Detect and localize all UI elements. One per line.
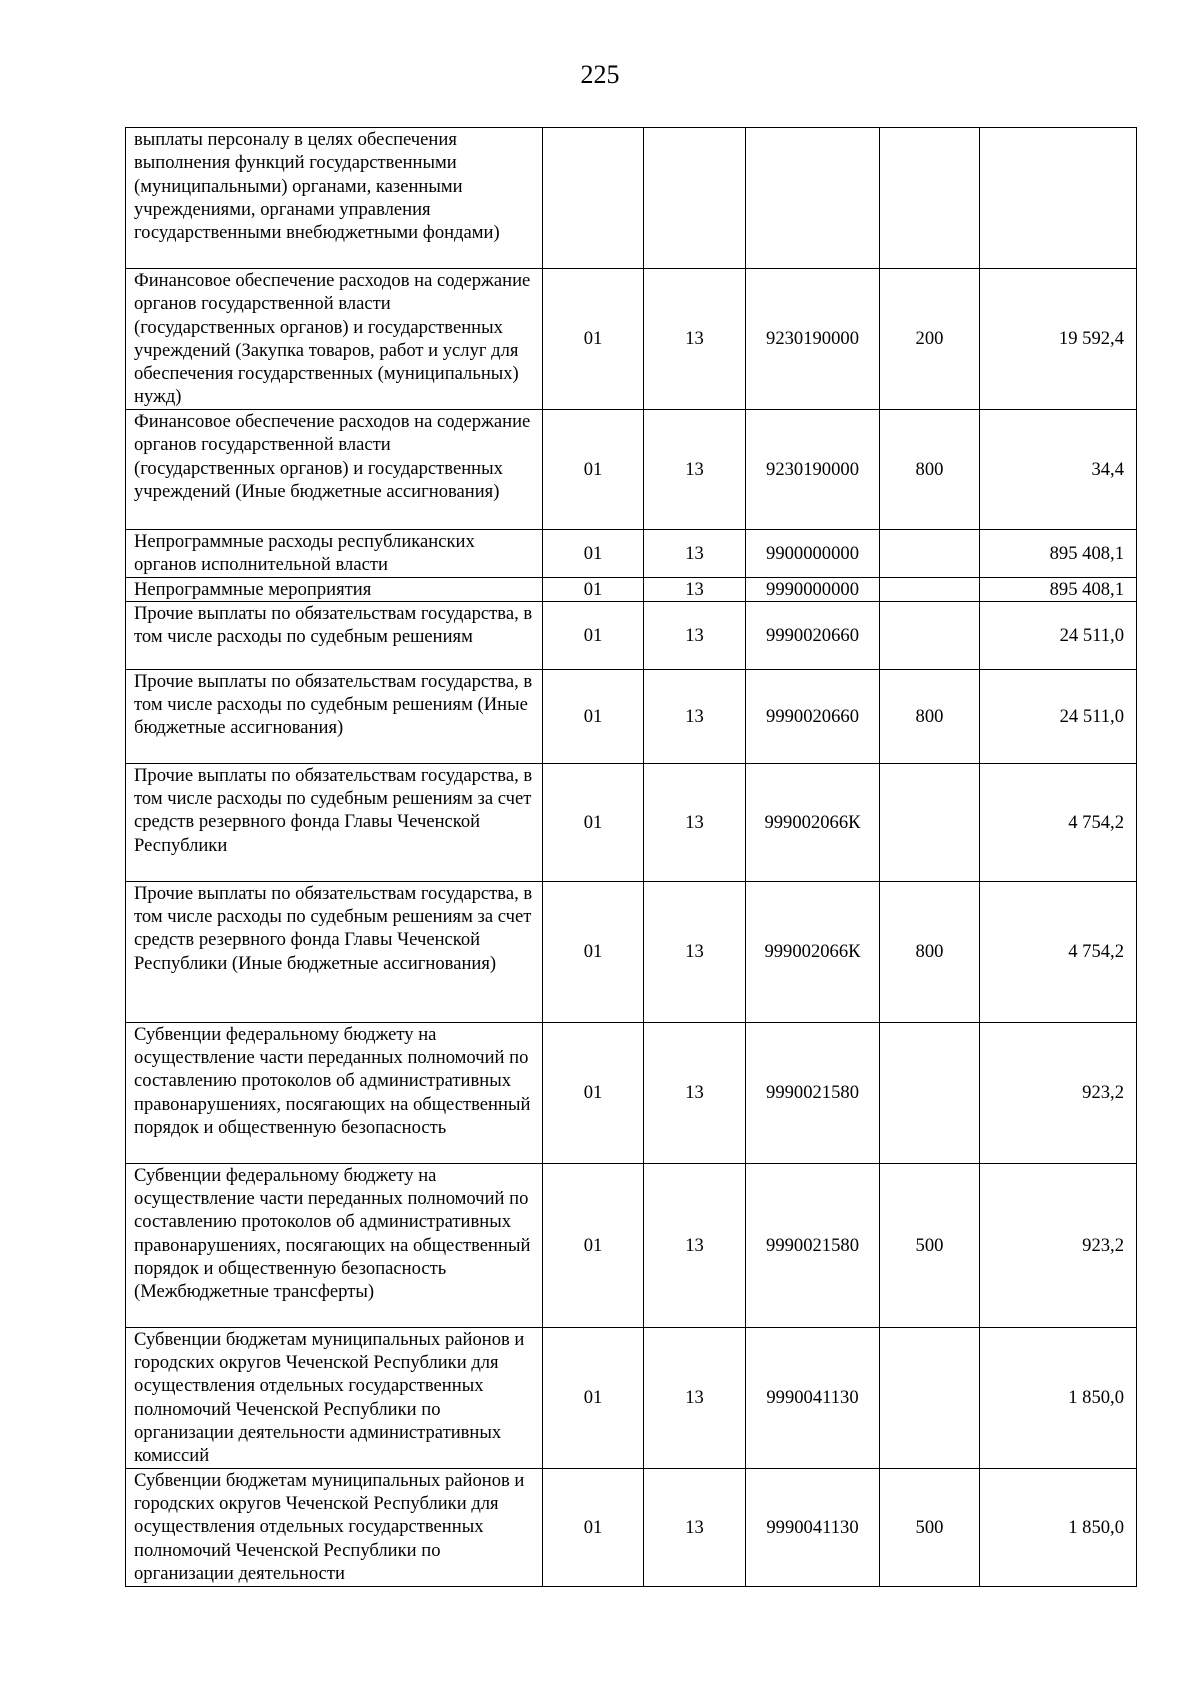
table-row bbox=[126, 1468, 1137, 1586]
target-article-code: 9230190000 bbox=[746, 410, 880, 530]
table-row bbox=[126, 577, 1137, 601]
table-row bbox=[126, 530, 1137, 578]
table-row bbox=[126, 669, 1137, 763]
target-article-code: 9990020660 bbox=[746, 601, 880, 669]
expense-type-code: 500 bbox=[880, 1468, 980, 1586]
target-article-code: 9990021580 bbox=[746, 1163, 880, 1327]
amount: 923,2 bbox=[980, 1022, 1137, 1163]
target-article-code: 999002066К bbox=[746, 763, 880, 881]
table-row bbox=[126, 410, 1137, 530]
row-name: Непрограммные мероприятия bbox=[126, 577, 543, 601]
amount: 19 592,4 bbox=[980, 269, 1137, 410]
expense-type-code bbox=[880, 1022, 980, 1163]
subsection-code: 13 bbox=[644, 1022, 746, 1163]
amount: 4 754,2 bbox=[980, 763, 1137, 881]
row-name: Прочие выплаты по обязательствам государства, в том числе расходы по судебным решениям за счет средств резервного фонда Главы Чеченской Республики bbox=[126, 763, 543, 881]
row-name: Прочие выплаты по обязательствам государства, в том числе расходы по судебным решениям за счет средств резервного фонда Главы Чеченской Республики (Иные бюджетные ассигнования) bbox=[126, 881, 543, 1022]
amount: 24 511,0 bbox=[980, 669, 1137, 763]
expense-type-code: 500 bbox=[880, 1163, 980, 1327]
table-row bbox=[126, 1327, 1137, 1468]
row-name: Финансовое обеспечение расходов на содержание органов государственной власти (государственных органов) и государственных учреждений (Закупка товаров, работ и услуг для обеспечения государственных (муниципальных) нужд) bbox=[126, 269, 543, 410]
expense-type-code: 200 bbox=[880, 269, 980, 410]
section-code: 01 bbox=[543, 1022, 644, 1163]
amount: 895 408,1 bbox=[980, 577, 1137, 601]
section-code: 01 bbox=[543, 669, 644, 763]
section-code: 01 bbox=[543, 881, 644, 1022]
subsection-code: 13 bbox=[644, 410, 746, 530]
subsection-code bbox=[644, 128, 746, 269]
subsection-code: 13 bbox=[644, 601, 746, 669]
expense-type-code bbox=[880, 601, 980, 669]
amount: 1 850,0 bbox=[980, 1327, 1137, 1468]
target-article-code: 9990020660 bbox=[746, 669, 880, 763]
table-row bbox=[126, 763, 1137, 881]
expense-type-code: 800 bbox=[880, 669, 980, 763]
expense-type-code bbox=[880, 1327, 980, 1468]
expense-type-code bbox=[880, 577, 980, 601]
amount: 24 511,0 bbox=[980, 601, 1137, 669]
section-code: 01 bbox=[543, 1327, 644, 1468]
row-name: Прочие выплаты по обязательствам государства, в том числе расходы по судебным решениям bbox=[126, 601, 543, 669]
section-code: 01 bbox=[543, 269, 644, 410]
subsection-code: 13 bbox=[644, 269, 746, 410]
table-row bbox=[126, 269, 1137, 410]
section-code: 01 bbox=[543, 577, 644, 601]
amount: 4 754,2 bbox=[980, 881, 1137, 1022]
budget-table bbox=[125, 127, 1137, 1587]
section-code: 01 bbox=[543, 763, 644, 881]
section-code bbox=[543, 128, 644, 269]
page-number: 225 bbox=[580, 60, 620, 89]
target-article-code: 9990021580 bbox=[746, 1022, 880, 1163]
section-code: 01 bbox=[543, 601, 644, 669]
row-name: Прочие выплаты по обязательствам государства, в том числе расходы по судебным решениям (Иные бюджетные ассигнования) bbox=[126, 669, 543, 763]
subsection-code: 13 bbox=[644, 577, 746, 601]
amount: 923,2 bbox=[980, 1163, 1137, 1327]
subsection-code: 13 bbox=[644, 881, 746, 1022]
expense-type-code bbox=[880, 530, 980, 578]
row-name: Субвенции бюджетам муниципальных районов и городских округов Чеченской Республики для осуществления отдельных государственных полномочий Чеченской Республики по организации деятельности bbox=[126, 1468, 543, 1586]
amount bbox=[980, 128, 1137, 269]
section-code: 01 bbox=[543, 530, 644, 578]
target-article-code: 999002066К bbox=[746, 881, 880, 1022]
subsection-code: 13 bbox=[644, 530, 746, 578]
section-code: 01 bbox=[543, 1163, 644, 1327]
target-article-code: 9230190000 bbox=[746, 269, 880, 410]
subsection-code: 13 bbox=[644, 763, 746, 881]
table-row bbox=[126, 128, 1137, 269]
expense-type-code bbox=[880, 128, 980, 269]
table-row bbox=[126, 1022, 1137, 1163]
table-row bbox=[126, 601, 1137, 669]
table-row bbox=[126, 881, 1137, 1022]
section-code: 01 bbox=[543, 1468, 644, 1586]
target-article-code: 9900000000 bbox=[746, 530, 880, 578]
target-article-code: 9990041130 bbox=[746, 1327, 880, 1468]
subsection-code: 13 bbox=[644, 1163, 746, 1327]
amount: 34,4 bbox=[980, 410, 1137, 530]
amount: 1 850,0 bbox=[980, 1468, 1137, 1586]
table-body bbox=[126, 128, 1137, 1587]
row-name: Субвенции бюджетам муниципальных районов и городских округов Чеченской Республики для осуществления отдельных государственных полномочий Чеченской Республики по организации деятельности административных комиссий bbox=[126, 1327, 543, 1468]
subsection-code: 13 bbox=[644, 1327, 746, 1468]
row-name: Финансовое обеспечение расходов на содержание органов государственной власти (государственных органов) и государственных учреждений (Иные бюджетные ассигнования) bbox=[126, 410, 543, 530]
table-row bbox=[126, 1163, 1137, 1327]
row-name: Непрограммные расходы республиканских органов исполнительной власти bbox=[126, 530, 543, 578]
expense-type-code: 800 bbox=[880, 410, 980, 530]
row-name: выплаты персоналу в целях обеспечения выполнения функций государственными (муниципальными) органами, казенными учреждениями, органами управления государственными внебюджетными фондами) bbox=[126, 128, 543, 269]
section-code: 01 bbox=[543, 410, 644, 530]
expense-type-code bbox=[880, 763, 980, 881]
row-name: Субвенции федеральному бюджету на осуществление части переданных полномочий по составлению протоколов об административных правонарушениях, посягающих на общественный порядок и общественную безопасность bbox=[126, 1022, 543, 1163]
target-article-code: 9990000000 bbox=[746, 577, 880, 601]
target-article-code: 9990041130 bbox=[746, 1468, 880, 1586]
subsection-code: 13 bbox=[644, 1468, 746, 1586]
target-article-code bbox=[746, 128, 880, 269]
subsection-code: 13 bbox=[644, 669, 746, 763]
row-name: Субвенции федеральному бюджету на осуществление части переданных полномочий по составлению протоколов об административных правонарушениях, посягающих на общественный порядок и общественную безопасность (Межбюджетные трансферты) bbox=[126, 1163, 543, 1327]
amount: 895 408,1 bbox=[980, 530, 1137, 578]
expense-type-code: 800 bbox=[880, 881, 980, 1022]
